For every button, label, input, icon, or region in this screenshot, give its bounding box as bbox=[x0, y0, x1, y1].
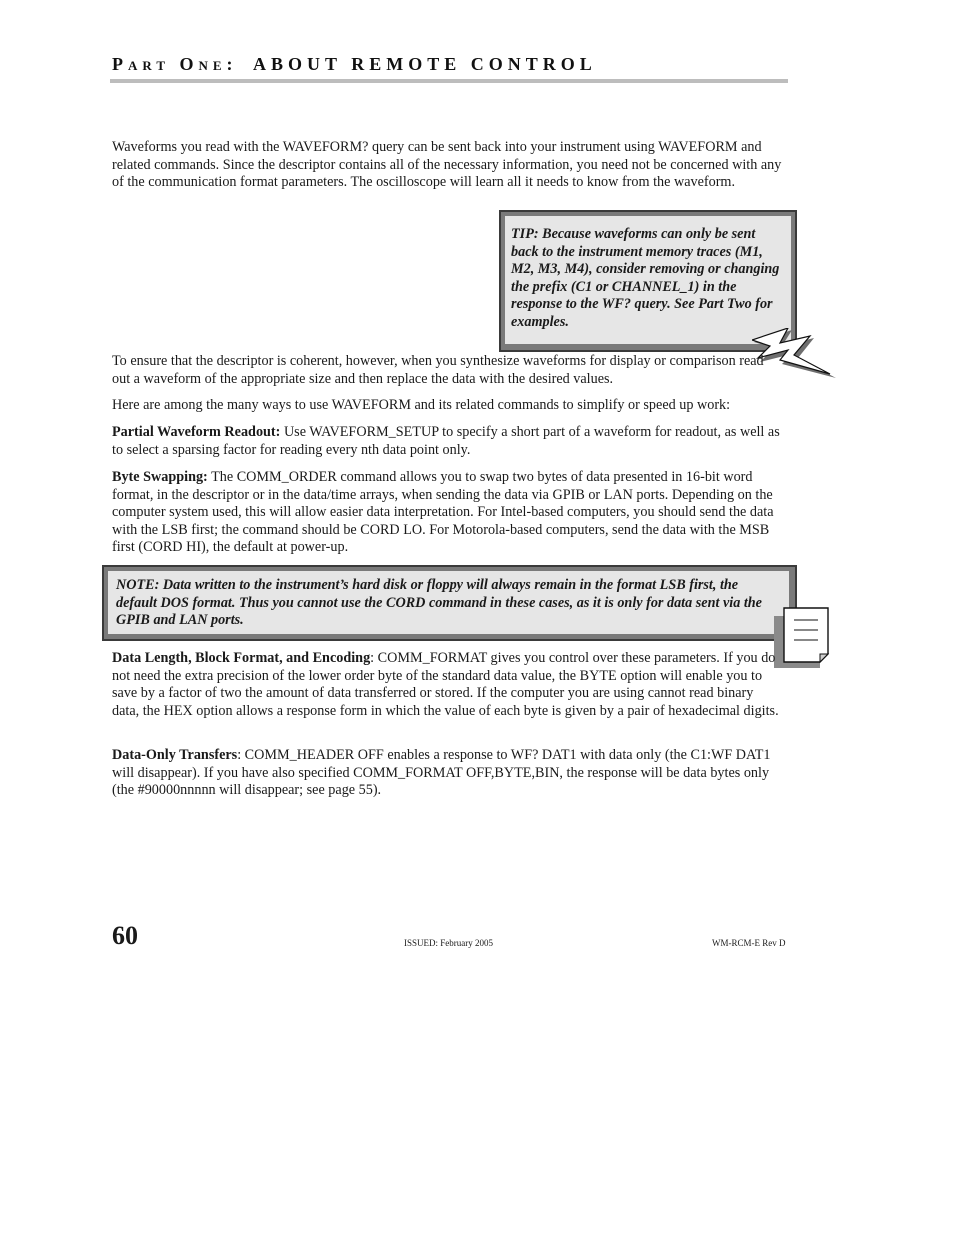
byte-swapping-paragraph bbox=[112, 469, 784, 557]
partial-readout-text: Use WAVEFORM_SETUP to specify a short part of a waveform for readout, as well as to select a sparsing factor for reading every nth data point only. bbox=[112, 424, 780, 458]
running-header bbox=[112, 54, 787, 75]
byte-swapping-label: Byte Swapping: bbox=[112, 469, 208, 485]
page-number: 60 bbox=[112, 921, 138, 950]
partial-readout-label: Partial Waveform Readout: bbox=[112, 424, 281, 440]
data-only-label: Data-Only Transfers bbox=[112, 747, 238, 763]
tip-text: TIP: Because waveforms can only be sent back to the instrument memory traces (M1, M2, M3, M4), consider removing or changing the prefix (C1 or CHANNEL_1) in the response to the WF? query. See Part Two for examples. bbox=[505, 216, 791, 344]
intro-paragraph: Waveforms you read with the WAVEFORM? query can be sent back into your instrument using WAVEFORM and related commands. Since the descriptor contains all of the necessary information, you need not be concerned with any of the communication format parameters. The oscilloscope will learn all it needs to know from the waveform. bbox=[112, 139, 782, 190]
data-length-label: Data Length, Block Format, and Encoding bbox=[112, 650, 371, 666]
data-only-text: : COMM_HEADER OFF enables a response to WF? DAT1 with data only (the C1:WF DAT1 will disappear). If you have also specified COMM_FORMAT OFF,BYTE,BIN, the response will be data bytes only (the #90000nnnnn will disappear; see page 55). bbox=[112, 747, 771, 798]
data-only-paragraph bbox=[112, 747, 784, 800]
data-length-text: : COMM_FORMAT gives you control over these parameters. If you do not need the extra precision of the lower order byte of the standard data value, the BYTE option will enable you to save by a factor of two the amount of data transferred or stored. If the computer you are using cannot read binary data, the HEX option allows a response form in which the value of each byte is given by a pair of hexadecimal digits. bbox=[112, 650, 779, 719]
ways-intro-paragraph: Here are among the many ways to use WAVEFORM and its related commands to simplify or speed up work: bbox=[112, 397, 731, 413]
note-text: NOTE: Data written to the instrument’s hard disk or floppy will always remain in the format LSB first, the default DOS format. Thus you cannot use the CORD command in these cases, as it is only for data sent via the GPIB and LAN ports. bbox=[108, 571, 789, 634]
data-length-paragraph bbox=[112, 650, 784, 720]
section-title: ABOUT REMOTE CONTROL bbox=[253, 54, 597, 74]
issued-date: ISSUED: February 2005 bbox=[404, 938, 493, 948]
byte-swapping-text: The COMM_ORDER command allows you to swap two bytes of data presented in 16-bit word format, in the descriptor or in the data/time arrays, when sending the data via GPIB or LAN ports. Depending on the computer system used, this will allow easier data interpretation. For Intel-based computers, you should send the data with the LSB first; the command should be CORD LO. For Motorola-based computers, send the data with the MSB first (CORD HI), the default at power-up. bbox=[112, 469, 774, 555]
note-box bbox=[102, 565, 797, 641]
descriptor-paragraph: To ensure that the descriptor is coherent, however, when you synthesize waveforms for display or comparison read out a waveform of the appropriate size and then replace the data with the desired values. bbox=[112, 353, 764, 387]
part-label: Part One: bbox=[112, 54, 238, 74]
partial-readout-paragraph bbox=[112, 424, 784, 459]
document-id: WM-RCM-E Rev D bbox=[712, 938, 786, 948]
header-rule bbox=[110, 79, 788, 83]
